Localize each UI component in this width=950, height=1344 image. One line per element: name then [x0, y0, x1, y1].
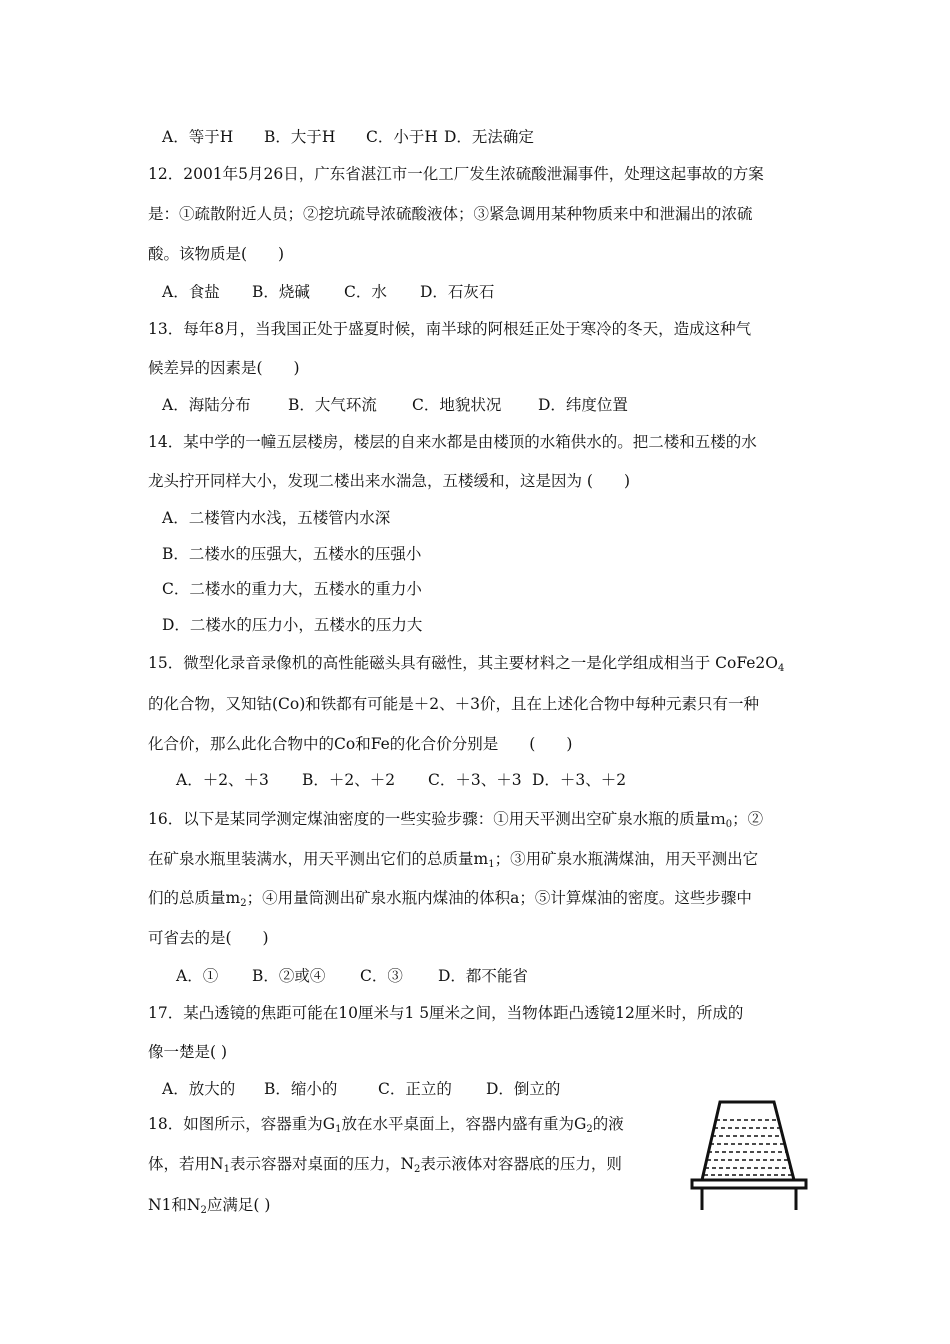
- q11-option-b: B．大于H: [264, 128, 336, 146]
- q18-l1c: 的液: [592, 1115, 624, 1133]
- q17-option-d: D．倒立的: [486, 1080, 561, 1098]
- q15-option-c: C．＋3、＋3: [428, 771, 522, 789]
- q14-option-b: B．二楼水的压强大，五楼水的压强小: [162, 545, 422, 563]
- container-on-table-figure: [688, 1100, 810, 1212]
- q12-line-3: 酸。该物质是( ): [148, 245, 285, 263]
- q13-option-b: B．大气环流: [288, 396, 377, 414]
- q12-option-c: C．水: [344, 283, 387, 301]
- q13-option-a: A．海陆分布: [162, 396, 251, 414]
- q17-line-1: 17．某凸透镜的焦距可能在10厘米与1 5厘米之间，当物体距凸透镜12厘米时，所成的: [148, 1004, 744, 1022]
- q17-option-a: A．放大的: [162, 1080, 236, 1098]
- q17-line-2: 像一楚是( ): [148, 1043, 228, 1061]
- q18-l2c: 表示液体对容器底的压力，则: [420, 1155, 622, 1173]
- q11-option-a: A．等于H: [162, 128, 234, 146]
- q18-l2s1: 1: [223, 1164, 230, 1175]
- q12-line-2: 是：①疏散附近人员；②挖坑疏导浓硫酸液体；③紧急调用某种物质来中和泄漏出的浓硫: [148, 205, 753, 223]
- q13-line-2: 候差异的因素是( ): [148, 359, 300, 377]
- q18-l1s2: 2: [586, 1124, 593, 1135]
- q15-line-1-text: 15．微型化录音录像机的高性能磁头具有磁性，其主要材料之一是化学组成相当于 CoFe2O: [148, 654, 778, 672]
- q16-option-d: D．都不能省: [438, 967, 528, 985]
- q16-line-4: 可省去的是( ): [148, 929, 269, 947]
- q12-line-1: 12．2001年5月26日，广东省湛江市一化工厂发生浓硫酸泄漏事件，处理这起事故的方案: [148, 165, 764, 183]
- q18-l3b: 应满足( ): [206, 1196, 271, 1214]
- q16-l3a: 们的总质量m: [148, 889, 241, 907]
- q16-line-3: [148, 887, 752, 915]
- q16-l1a: 16．以下是某同学测定煤油密度的一些实验步骤：①用天平测出空矿泉水瓶的质量ｍ: [148, 810, 726, 828]
- q13-option-d: D．纬度位置: [538, 396, 628, 414]
- q16-l1s: 0: [725, 819, 733, 830]
- q14-option-a: A．二楼管内水浅，五楼管内水深: [162, 509, 391, 527]
- q18-l1a: 18．如图所示，容器重为G: [148, 1115, 336, 1133]
- q18-l2b: 表示容器对桌面的压力，N: [229, 1155, 415, 1173]
- q14-line-2: 龙头拧开同样大小，发现二楼出来水湍急，五楼缓和，这是因为 ( ): [148, 472, 631, 490]
- q16-l2b: ；③用矿泉水瓶满煤油，用天平测出它: [494, 850, 759, 868]
- q17-option-b: B．缩小的: [264, 1080, 338, 1098]
- q18-line-2: [148, 1153, 622, 1181]
- q15-option-d: D．＋3、＋2: [532, 771, 627, 789]
- q14-line-1: 14．某中学的一幢五层楼房，楼层的自来水都是由楼顶的水箱供水的。把二楼和五楼的水: [148, 433, 757, 451]
- q18-l3s: 2: [200, 1205, 207, 1216]
- q11-option-d: D．无法确定: [444, 128, 534, 146]
- q18-l1s1: 1: [335, 1124, 342, 1135]
- q18-l3a: N1和N: [148, 1196, 201, 1214]
- q12-option-b: B．烧碱: [252, 283, 310, 301]
- q16-option-a: A．①: [176, 967, 219, 985]
- q17-option-c: C．正立的: [378, 1080, 452, 1098]
- q16-l1b: ；②: [732, 810, 764, 828]
- q15-line-1: [148, 652, 784, 680]
- q18-l1b: 放在水平桌面上，容器内盛有重为G: [341, 1115, 587, 1133]
- q16-l3s: 2: [240, 898, 247, 909]
- q16-l2s: 1: [488, 859, 495, 870]
- q15-line-3: 化合价，那么此化合物中的Co和Fe的化合价分别是 ( ): [148, 735, 573, 753]
- q16-l3b: ；④用量筒测出矿泉水瓶内煤油的体积a；⑤计算煤油的密度。这些步骤中: [246, 889, 752, 907]
- liquid-dashes: [704, 1120, 792, 1175]
- q16-option-b: B．②或④: [252, 967, 326, 985]
- q14-option-c: C．二楼水的重力大，五楼水的重力小: [162, 580, 422, 598]
- q11-option-c: C．小于H: [366, 128, 438, 146]
- q15-option-a: A．＋2、＋3: [176, 771, 269, 789]
- q16-option-c: C．③: [360, 967, 403, 985]
- q15-option-b: B．＋2、＋2: [302, 771, 396, 789]
- q15-line-2: 的化合物，又知钴(Co)和铁都有可能是＋2、＋3价，且在上述化合物中每种元素只有一种: [148, 695, 760, 713]
- q14-option-d: D．二楼水的压力小，五楼水的压力大: [162, 616, 423, 634]
- q15-subscript: 4: [778, 663, 785, 674]
- q12-option-a: A．食盐: [162, 283, 220, 301]
- q13-option-c: C．地貌状况: [412, 396, 502, 414]
- q13-line-1: 13．每年8月，当我国正处于盛夏时候，南半球的阿根廷正处于寒冷的冬天，造成这种气: [148, 320, 752, 338]
- table-top: [692, 1180, 806, 1188]
- q16-line-1: [148, 808, 763, 836]
- q16-line-2: [148, 848, 758, 876]
- q18-line-3: [148, 1194, 270, 1222]
- q16-l2a: 在矿泉水瓶里装满水，用天平测出它们的总质量m: [148, 850, 489, 868]
- q18-line-1: [148, 1113, 624, 1141]
- q18-l2a: 体，若用N: [148, 1155, 224, 1173]
- q18-l2s2: 2: [414, 1164, 421, 1175]
- q12-option-d: D．石灰石: [420, 283, 495, 301]
